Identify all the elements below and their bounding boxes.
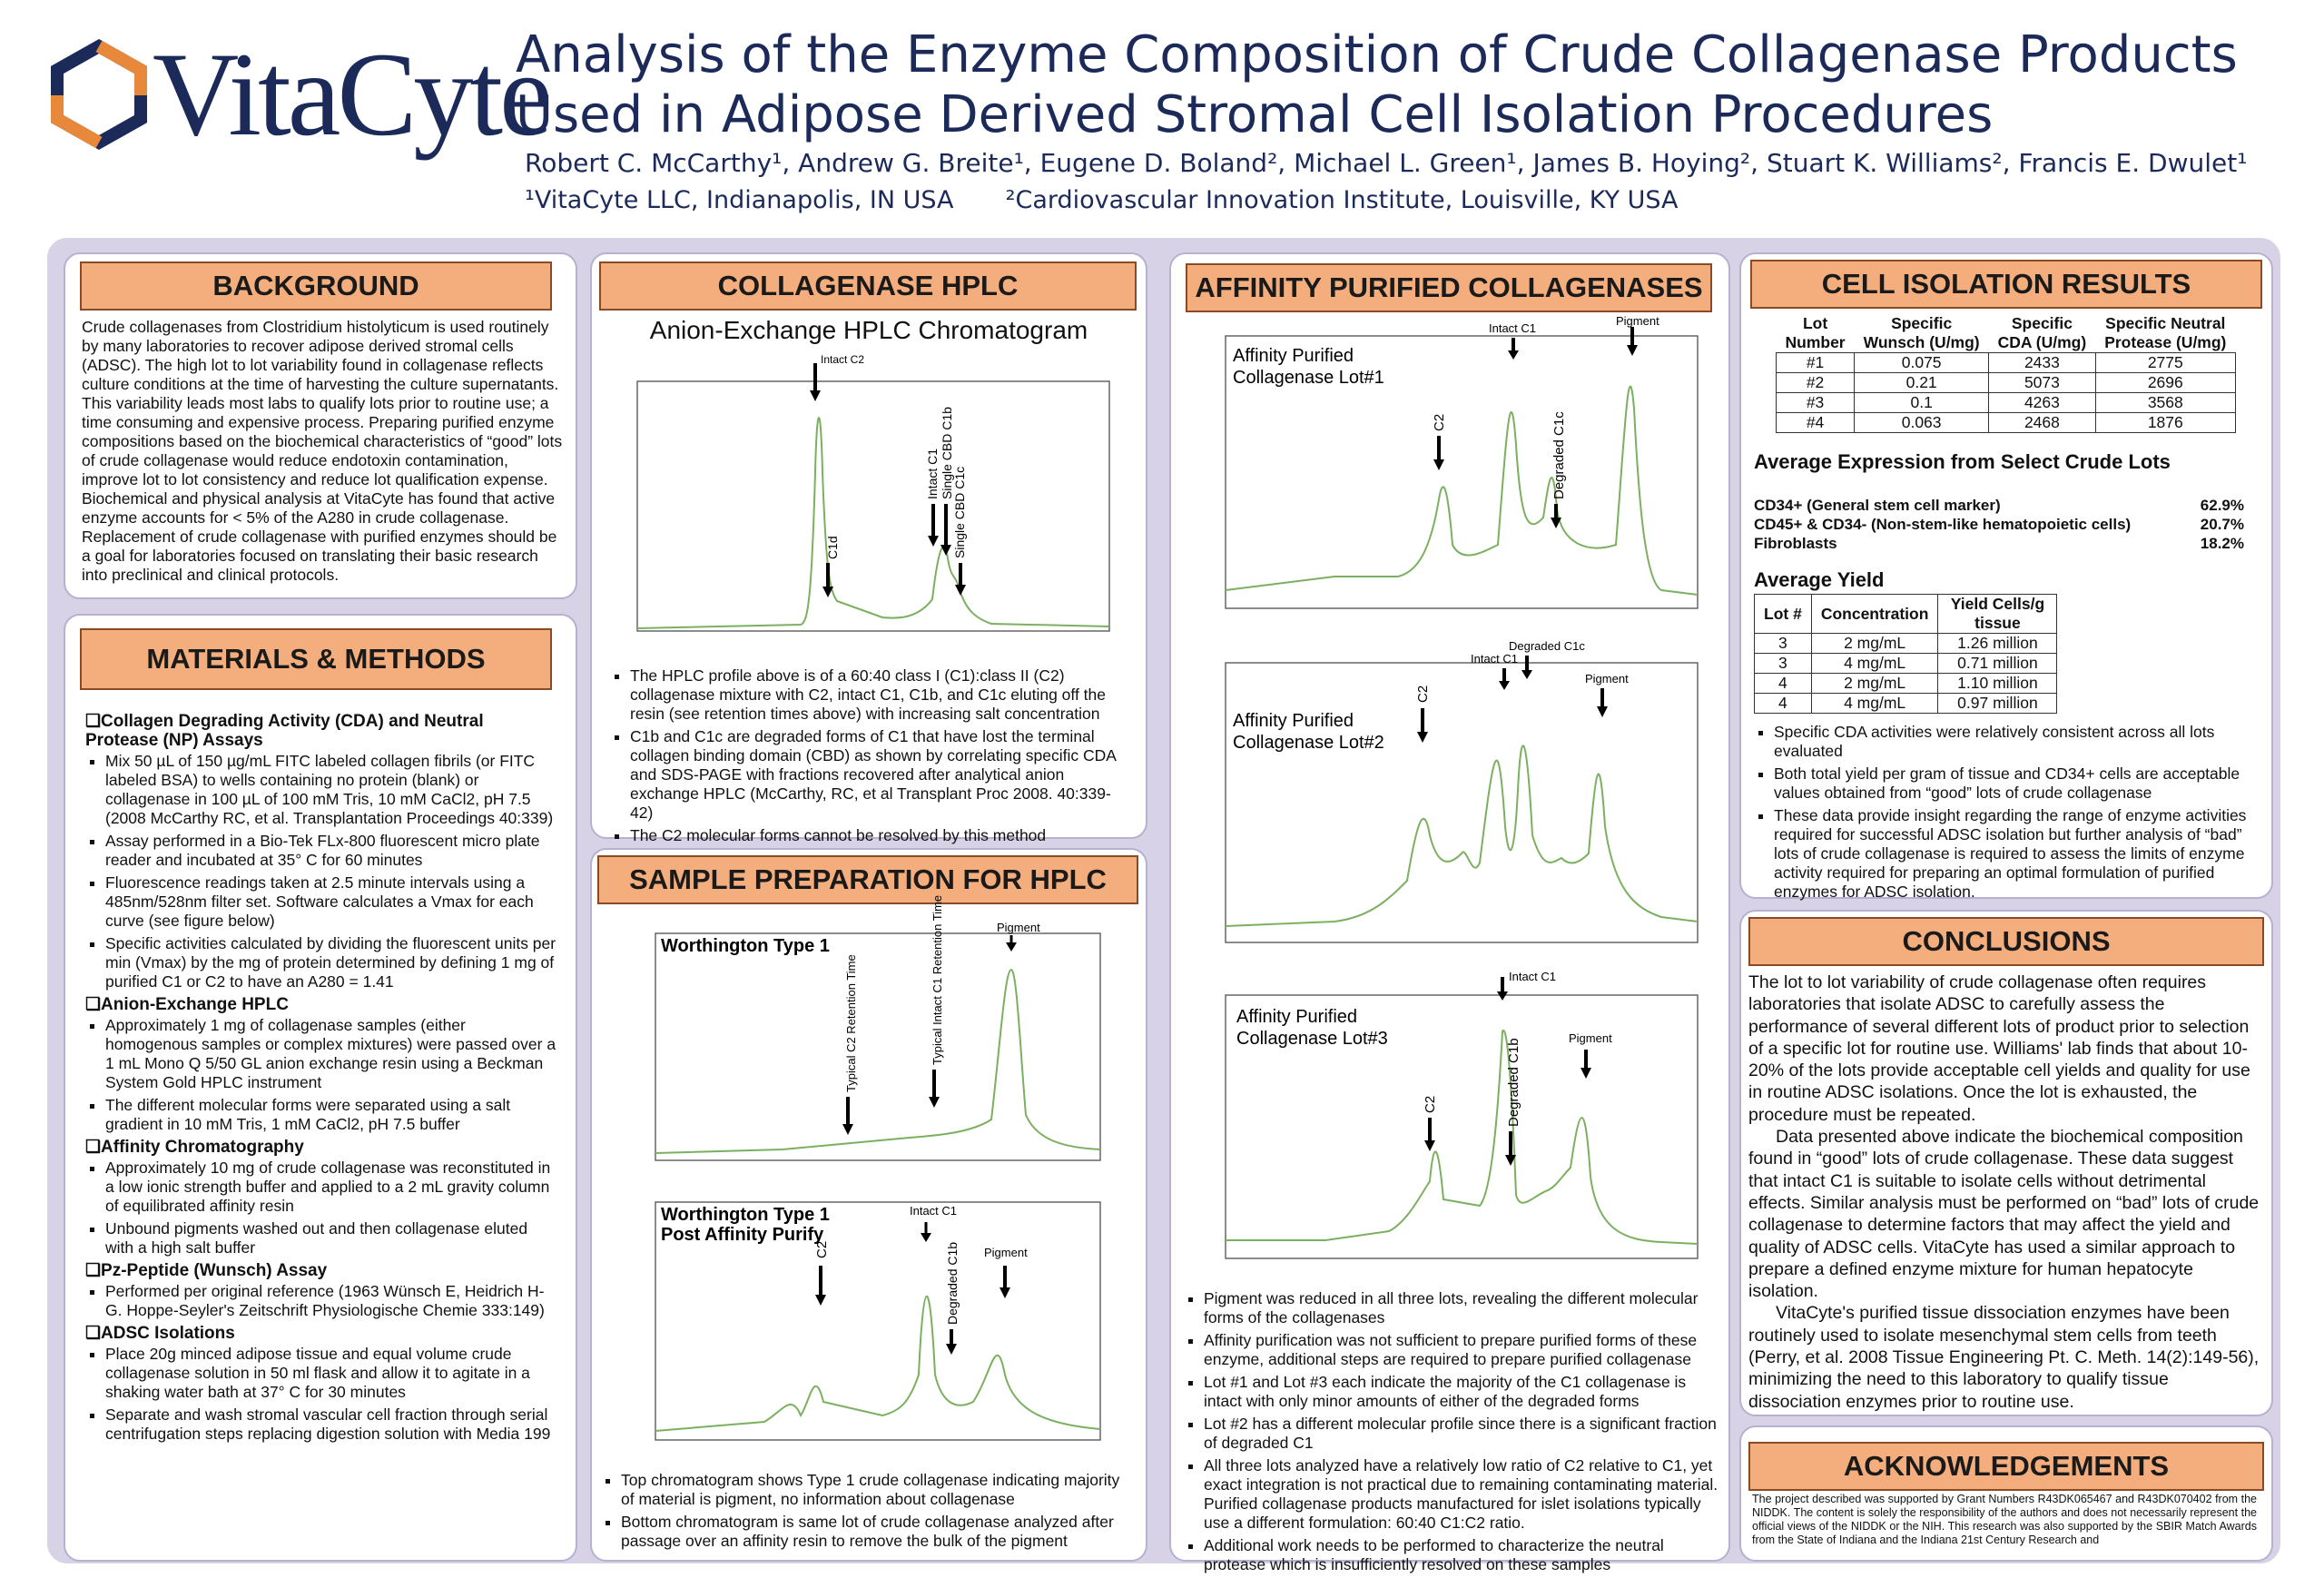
list-item: ▪ Affinity purification was not sufficient to prepare purified forms of these enzyme, additional steps are required to prepare purified collagenase (1204, 1331, 1719, 1369)
title-line-1: Analysis of the Enzyme Composition of Crude Collagenase Products (516, 25, 2238, 84)
chart-title: Worthington Type 1 (661, 1205, 830, 1225)
hplc-chart-title: Anion-Exchange HPLC Chromatogram (649, 316, 1088, 344)
affinity-heading: AFFINITY PURIFIED COLLAGENASES (1186, 263, 1712, 312)
cell: #1 (1777, 353, 1855, 373)
cell: 2696 (2095, 373, 2235, 393)
list-item: ▪ Unbound pigments washed out and then collagenase eluted with a high salt buffer (105, 1219, 557, 1257)
cell: #4 (1777, 413, 1855, 433)
author-list: Robert C. McCarthy¹, Andrew G. Breite¹, Eugene D. Boland², Michael L. Green¹, James B. Hoying², Stuart K. Williams², Francis E. Dwulet¹ (525, 148, 2248, 178)
column-header: Specific CDA (U/mg) (1997, 314, 2087, 351)
table-row (1777, 353, 2236, 373)
peak-label: C2 (1415, 685, 1431, 703)
chart-title: Affinity Purified (1233, 711, 1354, 731)
peak-label: Degraded C1b (1506, 1038, 1521, 1127)
lot1-chromatogram (1189, 314, 1707, 626)
peak-label: Intact C2 (821, 353, 865, 366)
methods-list-hplc (85, 1016, 557, 1134)
list-item: ▪ The C2 molecular forms cannot be resolved by this method (630, 826, 1129, 845)
cell: 1.10 million (1938, 674, 2057, 694)
methods-section-affinity: ❏Affinity Chromatography (85, 1138, 304, 1157)
title-line-2: Used in Adipose Derived Stromal Cell Isolation Procedures (516, 85, 1994, 144)
table-row (1755, 694, 2057, 714)
sampleprep-notes (601, 1471, 1137, 1554)
cell: 2468 (1989, 413, 2096, 433)
peak-label: C2 (1423, 1095, 1438, 1113)
column-header: Specific Neutral Protease (U/mg) (2104, 314, 2227, 351)
conclusions-panel (1739, 910, 2273, 1416)
list-item: ▪ Lot #1 and Lot #3 each indicate the majority of the C1 collagenase is intact with only minor amounts of either of the degraded forms (1204, 1373, 1719, 1411)
column-header: Concentration (1811, 595, 1938, 634)
cell: 4 mg/mL (1811, 654, 1938, 674)
cell: 2775 (2095, 353, 2235, 373)
results-notes (1754, 723, 2259, 905)
chart-label: Pigment (997, 921, 1040, 934)
poster-header (0, 0, 2324, 236)
peak-label: Degraded C1c (1551, 411, 1567, 499)
sampleprep-heading: SAMPLE PREPARATION FOR HPLC (597, 855, 1138, 904)
peak-label: C2 (1432, 413, 1447, 431)
background-text: Crude collagenases from Clostridium histolyticum is used routinely by many laboratories to recover adipose derived stromal cells (ADSC). The high lot to lot variability found in collagenase reflects culture conditions at the time of harvesting the culture supernatants. This variability leads most labs to qualify lots prior to routine use; a time consuming and expensive process. Preparing purified enzyme compositions based on the biochemical characteristics of “good” lots of crude collagenase would reduce endotoxin contamination, improve lot to lot consistency and reduce lot qualification expense. Biochemical and physical analysis at VitaCyte has found that active enzyme accounts for < 5% of the A280 in crude collagenase. Replacement of crude collagenase with purified enzymes should be a goal for laboratories focused on translating their basic research into preclinical and clinical protocols. (82, 318, 563, 584)
cell: 3 (1755, 654, 1812, 674)
peak-label: C1d (825, 536, 840, 559)
expression-row: CD34+ (General stem cell marker) 62.9% (1754, 497, 2244, 514)
ack-panel (1739, 1425, 2273, 1562)
chart-title: Collagenase Lot#2 (1233, 733, 1384, 753)
affinity-panel (1169, 252, 1730, 1573)
peak-label: Intact C1 (925, 448, 940, 499)
cell: 4263 (1989, 393, 2096, 413)
cell: 0.1 (1855, 393, 1989, 413)
peak-label: Intact C1 (1489, 321, 1537, 335)
table-row (1755, 654, 2057, 674)
conclusions-text (1748, 971, 2262, 1413)
chart-title: Post Affinity Purify (661, 1225, 824, 1245)
table-row (1777, 413, 2236, 433)
worthington-post-affinity-chart (646, 1193, 1118, 1458)
peak-label: Intact C1 (1471, 652, 1519, 666)
list-item: ▪ Separate and wash stromal vascular cell fraction through serial centrifugation steps replacing digestion solution with Media 199 (105, 1405, 557, 1444)
poster-title (516, 25, 2238, 145)
yield-table (1754, 594, 2057, 714)
affiliation-2: ²Cardiovascular Innovation Institute, Louisville, KY USA (1005, 186, 1679, 214)
list-item: ▪ Place 20g minced adipose tissue and equal volume crude collagenase solution in 50 ml flask and allow it to agitate in a shaking water bath at 37° C for 30 minutes (105, 1345, 557, 1402)
cell: 0.71 million (1938, 654, 2057, 674)
cell: 4 (1755, 674, 1812, 694)
cell: 1.26 million (1938, 634, 2057, 654)
hplc-heading: COLLAGENASE HPLC (599, 261, 1137, 311)
paragraph: Data presented above indicate the biochemical composition found in “good” lots of crude collagenase. These data suggest that intact C1 is suitable to isolate cells without detrimental effects. Similar analysis must be performed on “bad” lots of crude collagenase to determine factors that may affect the yield and quality of ADSC cells. VitaCyte has used a similar approach to prepare a defined enzyme mixture for human hepatocyte isolation. (1748, 1127, 2260, 1302)
column-header: Lot Number (1785, 314, 1846, 351)
chart-title: Affinity Purified (1236, 1007, 1358, 1027)
chart-label: Degraded C1b (945, 1241, 960, 1325)
list-item: ▪ Assay performed in a Bio-Tek FLx-800 fluorescent micro plate reader and incubated at 35° C for 60 minutes (105, 832, 557, 870)
column-header: Lot # (1755, 595, 1812, 634)
affiliations (525, 186, 1679, 214)
methods-list-affinity (85, 1159, 557, 1257)
methods-list-wunsch (85, 1282, 557, 1320)
hplc-panel (590, 252, 1147, 844)
results-panel (1739, 252, 2273, 899)
chart-title: Collagenase Lot#1 (1233, 368, 1384, 388)
peak-label: Intact C1 (1509, 970, 1557, 983)
ack-heading: ACKNOWLEDGEMENTS (1748, 1442, 2264, 1491)
methods-list-adsc (85, 1345, 557, 1444)
list-item: ▪ The HPLC profile above is of a 60:40 class I (C1):class II (C2) collagenase mixture with C2, intact C1, C1b, and C1c eluting off the resin (see retention times above) with increasing salt concentration (630, 666, 1129, 724)
worthington-type1-chart (646, 894, 1118, 1180)
activity-table-wrap (1776, 314, 2236, 433)
list-item: ▪ All three lots analyzed have a relatively low ratio of C2 relative to C1, yet exact integration is not practical due to remaining contaminating material. Purified collagenase products manufactured for islet isolations typically use a different formulation: 60:40 C1:C2 ratio. (1204, 1456, 1719, 1533)
chart-label: Pigment (984, 1246, 1028, 1259)
list-item: ▪ The different molecular forms were separated using a salt gradient in 10 mM Tris, 1 mM CaCl2, pH 7.5 buffer (105, 1096, 557, 1134)
lot3-chromatogram (1189, 968, 1707, 1277)
peak-label: Pigment (1569, 1031, 1612, 1045)
cell: 5073 (1989, 373, 2096, 393)
paragraph: VitaCyte's purified tissue dissociation enzymes have been routinely used to isolate mesenchymal stem cells from teeth (Perry, et al. 2008 Tissue Engineering Pt. C. Meth. 14(2):149-56), minimizing the need to this laboratory to qualify tissue dissociation enzymes prior to routine use. (1748, 1303, 2260, 1412)
methods-panel (64, 614, 577, 1562)
hplc-chromatogram (610, 345, 1137, 654)
column-header: Yield Cells/g tissue (1938, 595, 2057, 634)
list-item: ▪ Performed per original reference (1963 Wünsch E, Heidrich H-G. Hoppe-Seyler's Zeitschrift Physiologische Chemie 333:149) (105, 1282, 557, 1320)
cell: #3 (1777, 393, 1855, 413)
methods-section-adsc: ❏ADSC Isolations (85, 1324, 235, 1343)
peak-label: Pigment (1616, 314, 1659, 328)
cell: 0.21 (1855, 373, 1989, 393)
chart-title: Affinity Purified (1233, 346, 1354, 366)
background-heading: BACKGROUND (80, 261, 552, 311)
cell: 3568 (2095, 393, 2235, 413)
results-heading: CELL ISOLATION RESULTS (1750, 260, 2262, 309)
methods-section-hplc: ❏Anion-Exchange HPLC (85, 995, 289, 1014)
list-item: ▪ Fluorescence readings taken at 2.5 minute intervals using a 485nm/528nm filter set. Software calculates a Vmax for each curve (see figure below) (105, 873, 557, 931)
cell: 0.063 (1855, 413, 1989, 433)
affinity-notes (1184, 1289, 1719, 1578)
chart-label: Typical Intact C1 Retention Time (931, 894, 944, 1065)
sampleprep-panel (590, 848, 1147, 1562)
peak-label: Single CBD C1c (952, 466, 967, 558)
list-item: ▪ Additional work needs to be performed to characterize the neutral protease which is insufficiently resolved on these samples (1204, 1536, 1719, 1574)
paragraph: The lot to lot variability of crude collagenase often requires laboratories that isolate ADSC to carefully assess the performance of several different lots of product prior to selection of a specific lot for routine use. Williams' lab finds that about 10-20% of the lots provide acceptable cell yields and quality for use in routine ADSC isolations. Once the lot is exhausted, the procedure must be repeated. (1748, 972, 2250, 1125)
cell: 2433 (1989, 353, 2096, 373)
chart-title: Collagenase Lot#3 (1236, 1029, 1388, 1049)
methods-section-wunsch: ❏Pz-Peptide (Wunsch) Assay (85, 1261, 328, 1280)
methods-list-cda (85, 752, 557, 991)
cell: 3 (1755, 634, 1812, 654)
peak-label: Degraded C1c (1509, 639, 1585, 653)
methods-body (85, 708, 557, 1447)
list-item: ▪ Both total yield per gram of tissue and CD34+ cells are acceptable values obtained from “good” lots of crude collagenase (1774, 764, 2259, 803)
cell: #2 (1777, 373, 1855, 393)
list-item: ▪ Specific CDA activities were relatively consistent across all lots evaluated (1774, 723, 2259, 761)
table-row (1777, 373, 2236, 393)
expression-row: Fibroblasts 18.2% (1754, 535, 2244, 552)
list-item: ▪ Mix 50 µL of 150 µg/mL FITC labeled collagen fibrils (or FITC labeled BSA) to wells containing no protein (blank) or collagenase in 100 µL of 100 mM Tris, 10 mM CaCl2, pH 7.5 (2008 McCarthy RC, et al. Transplantation Proceedings 40:339) (105, 752, 557, 828)
logo-text: VitaCyte (153, 27, 549, 161)
chart-label: Typical C2 Retention Time (844, 954, 858, 1092)
list-item: ▪ Approximately 1 mg of collagenase samples (either homogenous samples or complex mixtures) were passed over a 1 mL Mono Q 5/50 GL anion exchange resin using a Beckman System Gold HPLC instrument (105, 1016, 557, 1092)
hplc-notes (610, 666, 1129, 849)
methods-heading: MATERIALS & METHODS (80, 628, 552, 690)
list-item: ▪ Lot #2 has a different molecular profile since there is a significant fraction of degraded C1 (1204, 1415, 1719, 1453)
list-item: ▪ Approximately 10 mg of crude collagenase was reconstituted in a low ionic strength buffer and applied to a 2 mL gravity column of equilibrated affinity resin (105, 1159, 557, 1216)
yield-table-wrap (1754, 594, 2057, 714)
cell: 1876 (2095, 413, 2235, 433)
background-panel (64, 252, 577, 599)
list-item: ▪ These data provide insight regarding the range of enzyme activities required for successful ADSC isolation but further analysis of “bad” lots of crude collagenase is required to assess the limits of enzyme activity required for preparing an optimal formulation of purified enzymes for ADSC isolation. (1774, 806, 2259, 902)
conclusions-heading: CONCLUSIONS (1748, 917, 2264, 966)
affiliation-1: ¹VitaCyte LLC, Indianapolis, IN USA (525, 186, 954, 214)
chart-label: C2 (814, 1240, 830, 1258)
activity-table (1776, 314, 2236, 433)
cell: 4 (1755, 694, 1812, 714)
list-item: ▪ Bottom chromatogram is same lot of crude collagenase analyzed after passage over an affinity resin to remove the bulk of the pigment (621, 1513, 1137, 1551)
cell: 2 mg/mL (1811, 634, 1938, 654)
list-item: ▪ Pigment was reduced in all three lots, revealing the different molecular forms of the collagenases (1204, 1289, 1719, 1327)
ack-text: The project described was supported by Grant Numbers R43DK065467 and R43DK070402 from the NIDDK. The content is solely the responsibility of the authors and does not necessarily represent the official views of the NIDDK or the NIH. This research was also supported by the SBIR Match Awards from the State of Indiana and the Indiana 21st Century Research and (1752, 1493, 2257, 1546)
table-row (1777, 393, 2236, 413)
list-item: ▪ Top chromatogram shows Type 1 crude collagenase indicating majority of material is pigment, no information about collagenase (621, 1471, 1137, 1509)
expression-row: CD45+ & CD34- (Non-stem-like hematopoietic cells) 20.7% (1754, 516, 2244, 533)
cell: 0.075 (1855, 353, 1989, 373)
chart-title: Worthington Type 1 (661, 936, 830, 956)
table-row (1755, 674, 2057, 694)
vitacyte-logo (45, 27, 549, 168)
methods-section-cda: ❏Collagen Degrading Activity (CDA) and Neutral Protease (NP) Assays (85, 712, 484, 750)
hexagon-logo-icon (45, 41, 153, 148)
list-item: ▪ Specific activities calculated by dividing the fluorescent units per min (Vmax) by the mg of protein determined by defining 1 mg of purified C1 or C2 to have an A280 = 1.41 (105, 934, 557, 991)
yield-title: Average Yield (1754, 568, 1885, 591)
cell: 0.97 million (1938, 694, 2057, 714)
cell: 2 mg/mL (1811, 674, 1938, 694)
lot2-chromatogram (1189, 639, 1707, 953)
cell: 4 mg/mL (1811, 694, 1938, 714)
column-header: Specific Wunsch (U/mg) (1863, 314, 1980, 351)
expression-title: Average Expression from Select Crude Lots (1754, 450, 2171, 473)
peak-label: Pigment (1585, 672, 1629, 685)
expression-list (1754, 496, 2244, 553)
peak-label: Single CBD C1b (940, 407, 954, 499)
chart-label: Intact C1 (910, 1204, 958, 1218)
list-item: ▪ C1b and C1c are degraded forms of C1 that have lost the terminal collagen binding domain (CBD) as shown by correlating specific CDA and SDS-PAGE with fractions recovered after analytical anion exchange HPLC (McCarthy, RC, et al Transplant Proc 2008. 40:339-42) (630, 727, 1129, 823)
table-row (1755, 634, 2057, 654)
